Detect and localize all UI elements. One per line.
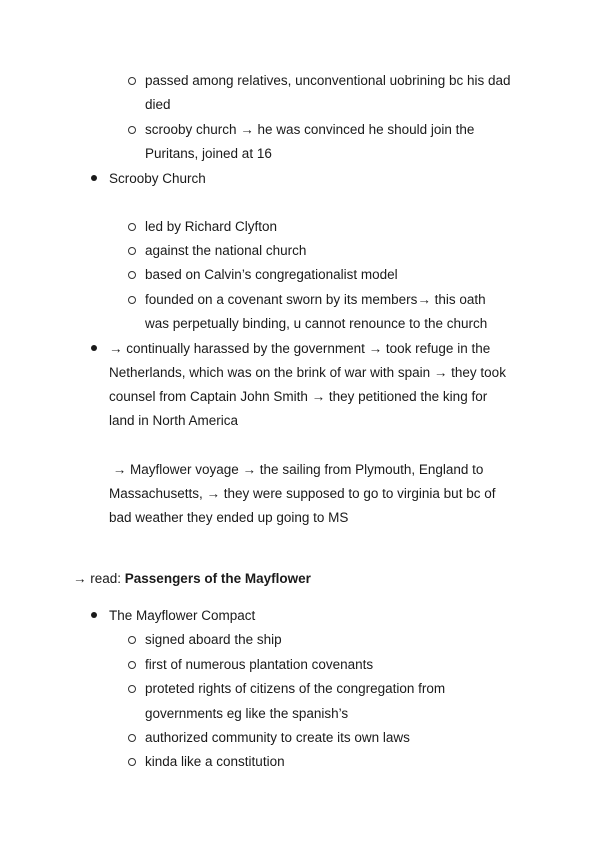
hollow-bullet-icon (128, 223, 136, 231)
list-item-text: against the national church (145, 243, 307, 258)
list-item-text: authorized community to create its own laws (145, 730, 410, 745)
list-item-text: founded on a covenant sworn by its members→ this oath (145, 292, 486, 307)
list-item-text: → continually harassed by the government → took refuge in the (109, 341, 491, 356)
paragraph-text: bad weather they ended up going to MS (109, 510, 349, 525)
list-item-text: scrooby church → he was convinced he should join the (145, 122, 475, 137)
hollow-bullet-icon (128, 77, 136, 85)
paragraph-text: Massachusetts, → they were supposed to go to virginia but bc of (109, 486, 496, 501)
hollow-bullet-icon (128, 734, 136, 742)
read-prefix: → read: (73, 571, 125, 586)
list-item-text: counsel from Captain John Smith → they petitioned the king for (109, 389, 488, 404)
read-heading (73, 571, 311, 587)
read-title: Passengers of the Mayflower (124, 571, 311, 586)
list-item-text: led by Richard Clyfton (145, 219, 278, 234)
hollow-bullet-icon (128, 271, 136, 279)
hollow-bullet-icon (128, 661, 136, 669)
hollow-bullet-icon (128, 126, 136, 134)
list-item-text: based on Calvin’s congregationalist model (145, 267, 398, 282)
filled-bullet-icon (91, 612, 97, 618)
list-item-text: died (145, 97, 171, 112)
list-item-text: was perpetually binding, u cannot renounce to the church (145, 316, 488, 331)
filled-bullet-icon (91, 175, 97, 181)
hollow-bullet-icon (128, 296, 136, 304)
filled-bullet-icon (91, 345, 97, 351)
list-item-text: Puritans, joined at 16 (145, 146, 272, 161)
list-item-text: signed aboard the ship (145, 632, 282, 647)
hollow-bullet-icon (128, 247, 136, 255)
list-item-text: kinda like a constitution (145, 754, 285, 769)
list-item-text: passed among relatives, unconventional uobrining bc his dad (145, 73, 511, 88)
list-item-text: land in North America (109, 413, 239, 428)
list-item-text: proteted rights of citizens of the congregation from (145, 681, 446, 696)
hollow-bullet-icon (128, 636, 136, 644)
list-item-text: Scrooby Church (109, 171, 206, 186)
hollow-bullet-icon (128, 758, 136, 766)
list-item-text: The Mayflower Compact (109, 608, 256, 623)
list-item-text: first of numerous plantation covenants (145, 657, 374, 672)
list-item-text: governments eg like the spanish’s (145, 706, 349, 721)
list-item-text: Netherlands, which was on the brink of war with spain → they took (109, 365, 506, 380)
hollow-bullet-icon (128, 685, 136, 693)
paragraph-text: → Mayflower voyage → the sailing from Plymouth, England to (109, 462, 484, 477)
